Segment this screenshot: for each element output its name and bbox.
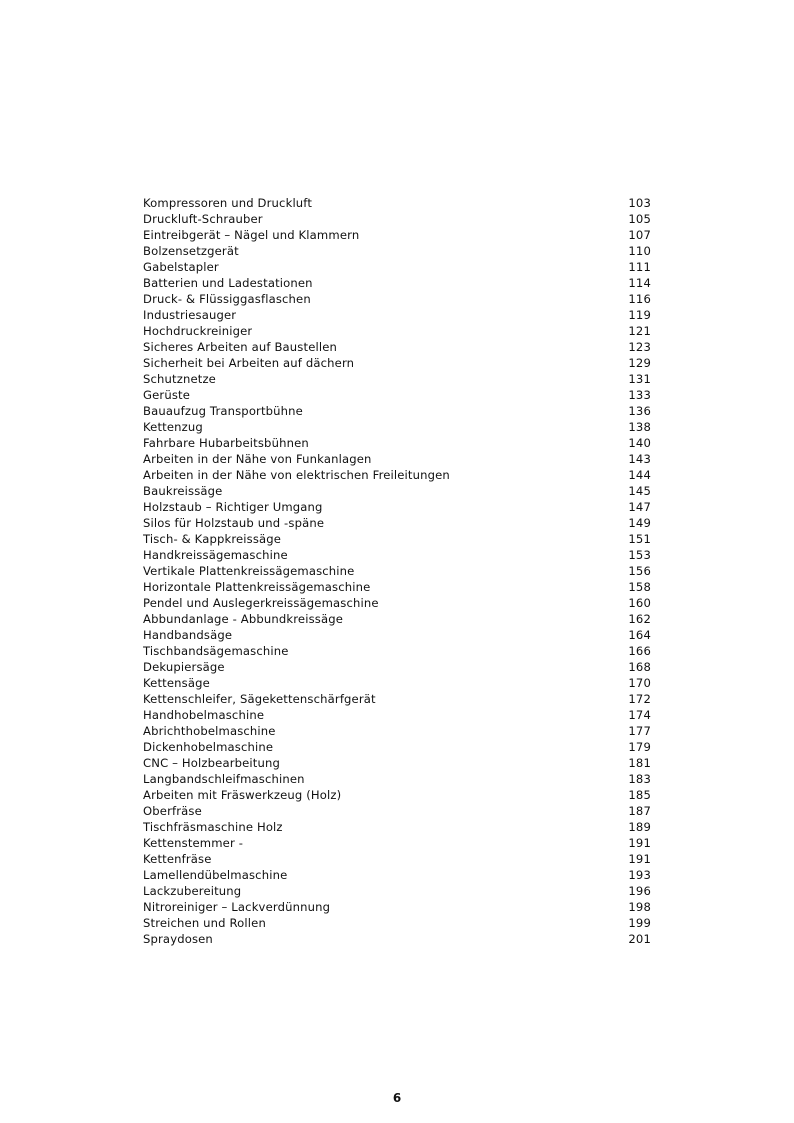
toc-entry <box>143 435 651 451</box>
toc-entry-title: Tisch- & Kappkreissäge <box>143 532 282 546</box>
toc-entry <box>143 275 651 291</box>
toc-entry <box>143 483 651 499</box>
toc-entry-title: Oberfräse <box>143 804 202 818</box>
toc-entry <box>143 403 651 419</box>
toc-entry <box>143 867 651 883</box>
toc-entry-page: 181 <box>628 756 651 770</box>
toc-entry-page: 158 <box>628 580 651 594</box>
toc-entry <box>143 739 651 755</box>
toc-entry-title: Tischfräsmaschine Holz <box>143 820 283 834</box>
toc-entry-page: 185 <box>628 788 651 802</box>
toc-entry-title: Holzstaub – Richtiger Umgang <box>143 500 323 514</box>
toc-entry-title: Vertikale Plattenkreissägemaschine <box>143 564 355 578</box>
toc-entry-title: Bolzensetzgerät <box>143 244 239 258</box>
toc-entry-title: Druckluft-Schrauber <box>143 212 263 226</box>
toc-entry-title: Fahrbare Hubarbeitsbühnen <box>143 436 309 450</box>
toc-entry-title: Spraydosen <box>143 932 213 946</box>
toc-entry-title: Kettensäge <box>143 676 210 690</box>
toc-entry-page: 114 <box>628 276 651 290</box>
toc-entry-page: 156 <box>628 564 651 578</box>
toc-entry-page: 140 <box>628 436 651 450</box>
toc-entry-page: 191 <box>628 836 651 850</box>
toc-entry <box>143 627 651 643</box>
toc-entry-page: 177 <box>628 724 651 738</box>
toc-entry-title: Schutznetze <box>143 372 216 386</box>
toc-entry-title: Sicherheit bei Arbeiten auf dächern <box>143 356 355 370</box>
toc-entry <box>143 211 651 227</box>
toc-entry-title: Dekupiersäge <box>143 660 225 674</box>
toc-entry <box>143 451 651 467</box>
toc-entry <box>143 339 651 355</box>
toc-entry <box>143 835 651 851</box>
toc-entry-page: 193 <box>628 868 651 882</box>
toc-entry <box>143 227 651 243</box>
toc-entry-title: Baukreissäge <box>143 484 223 498</box>
toc-entry-page: 151 <box>628 532 651 546</box>
toc-entry-page: 116 <box>628 292 651 306</box>
toc-entry-title: Kettenstemmer - <box>143 836 244 850</box>
toc-entry-title: Eintreibgerät – Nägel und Klammern <box>143 228 360 242</box>
toc-entry <box>143 787 651 803</box>
toc-entry <box>143 323 651 339</box>
toc-entry <box>143 531 651 547</box>
toc-entry <box>143 547 651 563</box>
toc-entry-title: Kompressoren und Druckluft <box>143 196 313 210</box>
toc-entry-title: Nitroreiniger – Lackverdünnung <box>143 900 331 914</box>
toc-entry <box>143 515 651 531</box>
toc-entry-title: Sicheres Arbeiten auf Baustellen <box>143 340 337 354</box>
toc-entry-page: 196 <box>628 884 651 898</box>
toc-entry <box>143 851 651 867</box>
toc-entry-page: 172 <box>628 692 651 706</box>
toc-entry-title: Silos für Holzstaub und -späne <box>143 516 325 530</box>
table-of-contents <box>143 195 651 947</box>
toc-entry <box>143 195 651 211</box>
toc-entry-page: 147 <box>628 500 651 514</box>
toc-entry-page: 198 <box>628 900 651 914</box>
toc-entry-page: 110 <box>628 244 651 258</box>
toc-entry-title: Kettenzug <box>143 420 203 434</box>
toc-entry-page: 170 <box>628 676 651 690</box>
toc-entry <box>143 563 651 579</box>
toc-entry-page: 168 <box>628 660 651 674</box>
toc-entry <box>143 803 651 819</box>
toc-entry-title: Arbeiten in der Nähe von elektrischen Freileitungen <box>143 468 450 482</box>
toc-entry-title: Streichen und Rollen <box>143 916 266 930</box>
toc-entry <box>143 291 651 307</box>
toc-entry-title: Arbeiten in der Nähe von Funkanlagen <box>143 452 372 466</box>
toc-entry-page: 189 <box>628 820 651 834</box>
toc-entry-title: Gabelstapler <box>143 260 219 274</box>
toc-entry-title: Tischbandsägemaschine <box>143 644 289 658</box>
toc-entry-page: 174 <box>628 708 651 722</box>
toc-entry-page: 160 <box>628 596 651 610</box>
toc-entry <box>143 595 651 611</box>
toc-entry <box>143 899 651 915</box>
toc-entry-title: Arbeiten mit Fräswerkzeug (Holz) <box>143 788 342 802</box>
toc-entry <box>143 755 651 771</box>
toc-entry <box>143 579 651 595</box>
toc-entry-title: Kettenfräse <box>143 852 212 866</box>
toc-entry-title: Gerüste <box>143 388 191 402</box>
toc-entry <box>143 707 651 723</box>
toc-entry-page: 191 <box>628 852 651 866</box>
toc-entry <box>143 819 651 835</box>
toc-entry-page: 162 <box>628 612 651 626</box>
toc-entry-page: 105 <box>628 212 651 226</box>
toc-entry-page: 199 <box>628 916 651 930</box>
toc-entry <box>143 419 651 435</box>
toc-entry <box>143 915 651 931</box>
toc-entry-title: Dickenhobelmaschine <box>143 740 274 754</box>
toc-entry <box>143 931 651 947</box>
toc-entry-page: 166 <box>628 644 651 658</box>
toc-entry-page: 133 <box>628 388 651 402</box>
toc-entry <box>143 243 651 259</box>
toc-entry-page: 103 <box>628 196 651 210</box>
toc-entry-title: Druck- & Flüssiggasflaschen <box>143 292 311 306</box>
toc-entry <box>143 675 651 691</box>
toc-entry-title: Lackzubereitung <box>143 884 242 898</box>
toc-entry-page: 149 <box>628 516 651 530</box>
toc-entry-page: 131 <box>628 372 651 386</box>
toc-entry-title: Langbandschleifmaschinen <box>143 772 305 786</box>
toc-entry <box>143 883 651 899</box>
toc-entry <box>143 723 651 739</box>
toc-entry <box>143 371 651 387</box>
toc-entry-title: Hochdruckreiniger <box>143 324 253 338</box>
toc-entry <box>143 259 651 275</box>
toc-entry-page: 179 <box>628 740 651 754</box>
toc-entry-title: Batterien und Ladestationen <box>143 276 313 290</box>
toc-entry-page: 187 <box>628 804 651 818</box>
toc-entry-title: CNC – Holzbearbeitung <box>143 756 280 770</box>
toc-entry-title: Horizontale Plattenkreissägemaschine <box>143 580 371 594</box>
toc-entry-title: Abrichthobelmaschine <box>143 724 276 738</box>
toc-entry-title: Bauaufzug Transportbühne <box>143 404 303 418</box>
toc-entry-title: Pendel und Auslegerkreissägemaschine <box>143 596 379 610</box>
toc-entry <box>143 771 651 787</box>
toc-entry <box>143 307 651 323</box>
page-number: 6 <box>392 1091 402 1105</box>
toc-entry-title: Industriesauger <box>143 308 237 322</box>
toc-entry-title: Kettenschleifer, Sägekettenschärfgerät <box>143 692 376 706</box>
toc-entry <box>143 691 651 707</box>
toc-entry <box>143 659 651 675</box>
toc-entry-page: 144 <box>628 468 651 482</box>
toc-entry-page: 138 <box>628 420 651 434</box>
toc-entry-title: Handkreissägemaschine <box>143 548 288 562</box>
toc-entry-page: 143 <box>628 452 651 466</box>
toc-entry-page: 183 <box>628 772 651 786</box>
toc-entry <box>143 643 651 659</box>
toc-entry-page: 136 <box>628 404 651 418</box>
toc-entry-title: Handhobelmaschine <box>143 708 265 722</box>
toc-entry-title: Lamellendübelmaschine <box>143 868 288 882</box>
toc-entry-page: 121 <box>628 324 651 338</box>
toc-entry-page: 123 <box>628 340 651 354</box>
toc-entry-page: 164 <box>628 628 651 642</box>
toc-entry <box>143 387 651 403</box>
toc-entry <box>143 467 651 483</box>
toc-entry-page: 201 <box>628 932 651 946</box>
toc-entry <box>143 355 651 371</box>
toc-entry-page: 153 <box>628 548 651 562</box>
toc-entry-page: 145 <box>628 484 651 498</box>
toc-entry-title: Abbundanlage - Abbundkreissäge <box>143 612 343 626</box>
toc-entry-title: Handbandsäge <box>143 628 233 642</box>
toc-entry-page: 129 <box>628 356 651 370</box>
toc-entry <box>143 611 651 627</box>
toc-entry-page: 111 <box>628 260 651 274</box>
toc-entry-page: 119 <box>628 308 651 322</box>
toc-entry <box>143 499 651 515</box>
toc-entry-page: 107 <box>628 228 651 242</box>
